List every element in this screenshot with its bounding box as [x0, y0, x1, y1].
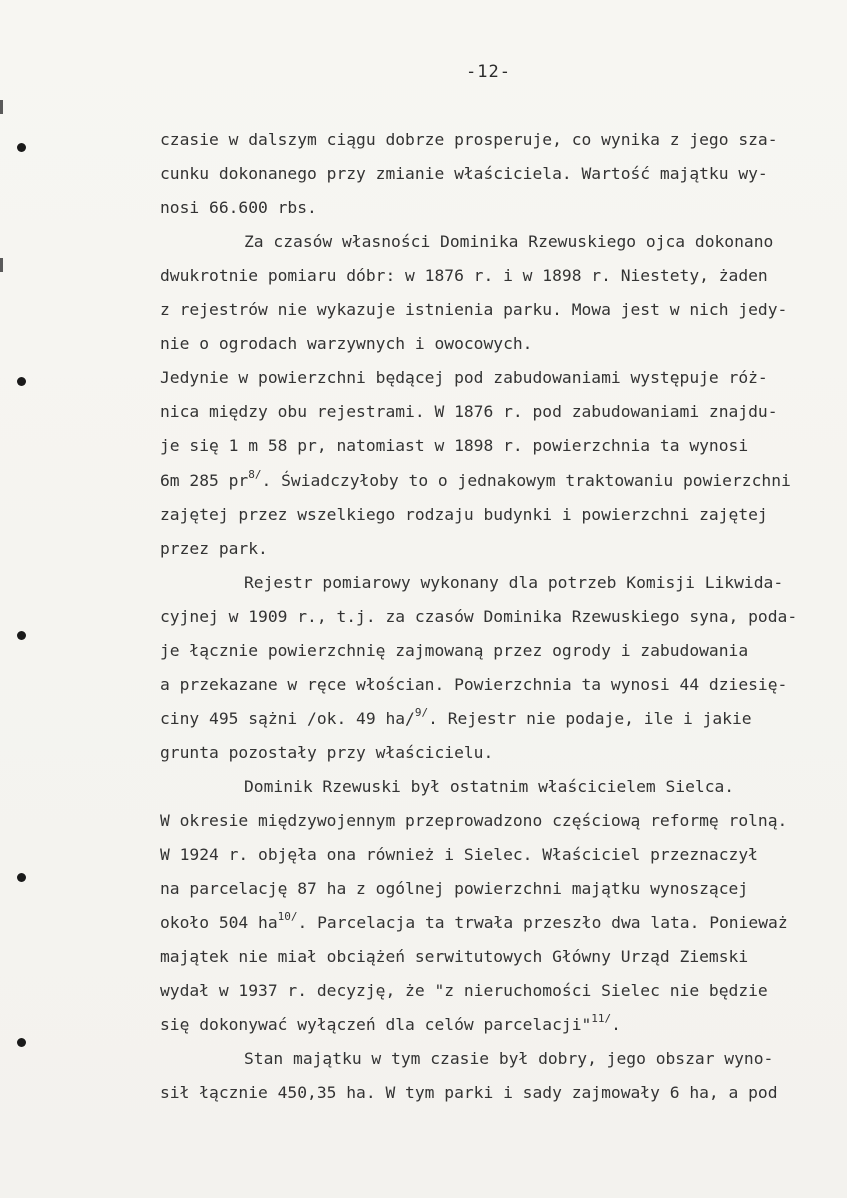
- footnote-ref: 9/: [414, 705, 429, 719]
- text-line-content: grunta pozostały przy właścicielu.: [160, 743, 494, 762]
- text-line-content: nosi 66.600 rbs.: [160, 198, 317, 217]
- text-line-content: wydał w 1937 r. decyzję, że "z nieruchomości Sielec nie będzie: [160, 981, 768, 1000]
- text-line-content: Za czasów własności Dominika Rzewuskiego ojca dokonano: [244, 232, 774, 251]
- text-line: [160, 1011, 621, 1035]
- text-line-content: sił łącznie 450,35 ha. W tym parki i sady zajmowały 6 ha, a pod: [160, 1083, 778, 1102]
- text-line-content: cunku dokonanego przy zmianie właściciela. Wartość majątku wy-: [160, 164, 768, 183]
- text-line: [160, 1083, 778, 1103]
- punch-hole: [17, 143, 26, 152]
- text-line-content: z rejestrów nie wykazuje istnienia parku. Mowa jest w nich jedy-: [160, 300, 788, 319]
- text-line: [160, 130, 778, 150]
- text-line: [160, 811, 787, 831]
- text-line: [160, 368, 768, 388]
- text-line: [160, 705, 752, 729]
- punch-hole: [17, 631, 26, 640]
- text-line-content: Rejestr pomiarowy wykonany dla potrzeb Komisji Likwida-: [244, 573, 784, 592]
- edge-mark: [0, 100, 3, 114]
- text-line: [160, 164, 768, 184]
- punch-hole: [17, 1038, 26, 1047]
- footnote-ref: 11/: [591, 1011, 612, 1025]
- punch-hole: [17, 377, 26, 386]
- text-line-content: na parcelację 87 ha z ogólnej powierzchni majątku wynoszącej: [160, 879, 749, 898]
- text-line-content: ciny 495 sążni /ok. 49 ha/: [160, 709, 415, 728]
- text-line: [244, 1049, 773, 1069]
- text-line-content: W okresie międzywojennym przeprowadzono częściową reformę rolną.: [160, 811, 788, 830]
- text-line: [160, 845, 758, 865]
- text-line: [160, 947, 748, 967]
- text-line: [160, 505, 768, 525]
- text-line-content: W 1924 r. objęła ona również i Sielec. Właściciel przeznaczył: [160, 845, 758, 864]
- text-line: [160, 981, 768, 1001]
- text-line: [160, 402, 778, 422]
- footnote-ref: 10/: [277, 909, 298, 923]
- text-line-continuation: . Świadczyłoby to o jednakowym traktowaniu powierzchni: [261, 471, 791, 490]
- text-line-content: cyjnej w 1909 r., t.j. za czasów Dominika Rzewuskiego syna, poda-: [160, 607, 798, 626]
- text-line-content: a przekazane w ręce włościan. Powierzchnia ta wynosi 44 dziesię-: [160, 675, 788, 694]
- text-line: [160, 539, 268, 559]
- text-line-content: Dominik Rzewuski był ostatnim właścicielem Sielca.: [244, 777, 735, 796]
- text-line: [160, 607, 797, 627]
- text-line: [244, 777, 734, 797]
- text-line: [244, 232, 773, 252]
- text-line: [160, 879, 748, 899]
- text-line: [160, 743, 493, 763]
- text-line-continuation: .: [611, 1015, 621, 1034]
- text-line-continuation: . Parcelacja ta trwała przeszło dwa lata. Ponieważ: [297, 913, 788, 932]
- text-line: [160, 675, 787, 695]
- text-line: [160, 300, 787, 320]
- text-line: [160, 909, 788, 933]
- text-line-content: Stan majątku w tym czasie był dobry, jego obszar wyno-: [244, 1049, 774, 1068]
- text-line-content: się dokonywać wyłączeń dla celów parcelacji": [160, 1015, 592, 1034]
- text-line-content: czasie w dalszym ciągu dobrze prosperuje, co wynika z jego sza-: [160, 130, 778, 149]
- text-line: [160, 436, 748, 456]
- text-line-content: zajętej przez wszelkiego rodzaju budynki i powierzchni zajętej: [160, 505, 768, 524]
- text-line: [160, 334, 532, 354]
- text-line: [160, 641, 748, 661]
- text-line-content: dwukrotnie pomiaru dóbr: w 1876 r. i w 1898 r. Niestety, żaden: [160, 266, 768, 285]
- text-line-content: przez park.: [160, 539, 268, 558]
- text-line-content: majątek nie miał obciążeń serwitutowych Główny Urząd Ziemski: [160, 947, 749, 966]
- punch-hole: [17, 873, 26, 882]
- text-line: [160, 467, 791, 491]
- text-line: [160, 198, 317, 218]
- text-line-content: 6m 285 pr: [160, 471, 249, 490]
- page-number: -12-: [466, 62, 511, 82]
- text-line-content: nie o ogrodach warzywnych i owocowych.: [160, 334, 533, 353]
- text-line: [160, 266, 768, 286]
- text-line-content: Jedynie w powierzchni będącej pod zabudowaniami występuje róż-: [160, 368, 768, 387]
- text-line-continuation: . Rejestr nie podaje, ile i jakie: [428, 709, 752, 728]
- edge-mark: [0, 258, 3, 272]
- text-line-content: około 504 ha: [160, 913, 278, 932]
- text-line-content: je się 1 m 58 pr, natomiast w 1898 r. powierzchnia ta wynosi: [160, 436, 749, 455]
- footnote-ref: 8/: [248, 467, 262, 481]
- text-line-content: nica między obu rejestrami. W 1876 r. pod zabudowaniami znajdu-: [160, 402, 778, 421]
- text-line: [244, 573, 783, 593]
- text-line-content: je łącznie powierzchnię zajmowaną przez ogrody i zabudowania: [160, 641, 749, 660]
